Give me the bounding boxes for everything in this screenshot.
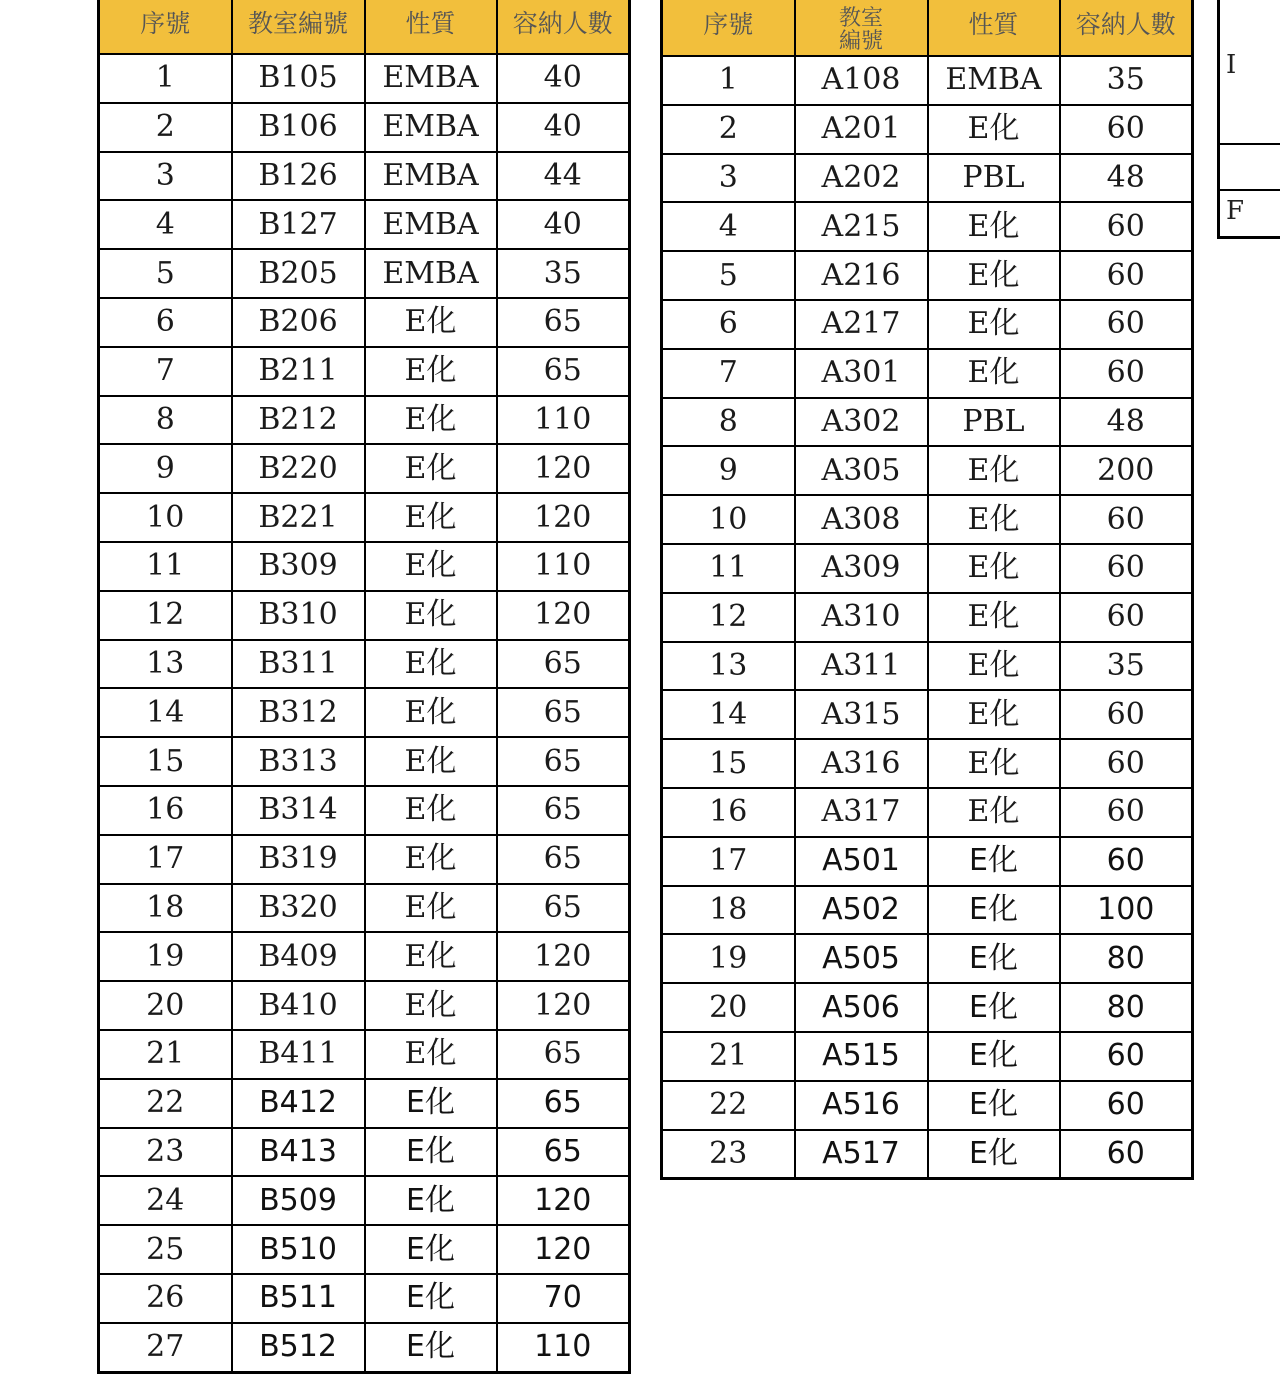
- cell-room-number: B312: [232, 688, 365, 737]
- header-room-number-text: 教室編號: [838, 5, 883, 54]
- cell-capacity: 40: [497, 54, 630, 103]
- cell-type: E化: [365, 932, 497, 981]
- table-row: [662, 495, 1193, 544]
- cell-type: E化: [365, 444, 497, 493]
- table-row: [99, 835, 630, 884]
- cell-type: E化: [928, 105, 1060, 154]
- cell-serial: 12: [662, 593, 795, 642]
- table-row: [99, 103, 630, 152]
- cell-capacity: 65: [497, 786, 630, 835]
- cell-room-number: B314: [232, 786, 365, 835]
- cell-serial: 2: [99, 103, 232, 152]
- cell-capacity: 60: [1060, 202, 1193, 251]
- header-type: 性質: [365, 0, 497, 54]
- cell-serial: 14: [662, 690, 795, 739]
- table-row: [99, 249, 630, 298]
- cell-type: E化: [365, 1128, 497, 1177]
- cell-serial: 22: [99, 1079, 232, 1128]
- cell-type: E化: [365, 835, 497, 884]
- cell-capacity: 65: [497, 1030, 630, 1079]
- cell-room-number: A317: [795, 788, 928, 837]
- table-row: [99, 640, 630, 689]
- cell-room-number: B206: [232, 298, 365, 347]
- header-serial: 序號: [662, 0, 795, 56]
- cell-room-number: B409: [232, 932, 365, 981]
- table-row: [99, 688, 630, 737]
- cell-room-number: A308: [795, 495, 928, 544]
- cell-room-number: A516: [795, 1081, 928, 1130]
- cell-room-number: B309: [232, 542, 365, 591]
- table-row: [99, 152, 630, 201]
- cell-serial: 9: [99, 444, 232, 493]
- cell-type: EMBA: [365, 152, 497, 201]
- cell-capacity: 110: [497, 1323, 630, 1372]
- cell-capacity: 60: [1060, 1032, 1193, 1081]
- cell-capacity: 40: [497, 200, 630, 249]
- cell-capacity: 65: [497, 737, 630, 786]
- cell-serial: 8: [99, 396, 232, 445]
- cell-type: E化: [928, 300, 1060, 349]
- cell-capacity: 60: [1060, 837, 1193, 886]
- table-row: [99, 200, 630, 249]
- cell-room-number: B510: [232, 1225, 365, 1274]
- cell-room-number: A302: [795, 398, 928, 447]
- table-row: [662, 983, 1193, 1032]
- cell-room-number: B512: [232, 1323, 365, 1372]
- cell-type: E化: [365, 396, 497, 445]
- cell-type: E化: [928, 886, 1060, 935]
- cell-room-number: A202: [795, 154, 928, 203]
- cell-capacity: 110: [497, 542, 630, 591]
- table-row: [662, 154, 1193, 203]
- cell-serial: 9: [662, 446, 795, 495]
- cell-room-number: B205: [232, 249, 365, 298]
- cell-capacity: 65: [497, 884, 630, 933]
- cell-type: E化: [365, 591, 497, 640]
- cell-capacity: 65: [497, 347, 630, 396]
- table-row: [99, 54, 630, 103]
- cell-capacity: 80: [1060, 983, 1193, 1032]
- cell-type: EMBA: [365, 200, 497, 249]
- cell-serial: 18: [662, 886, 795, 935]
- cell-serial: 7: [99, 347, 232, 396]
- table-row: [99, 298, 630, 347]
- cell-type: E化: [365, 1079, 497, 1128]
- cell-type: E化: [365, 1176, 497, 1225]
- table-divider: [1220, 143, 1280, 145]
- cell-type: E化: [928, 642, 1060, 691]
- cell-type: E化: [365, 347, 497, 396]
- table-row: [99, 737, 630, 786]
- table-row: [99, 1274, 630, 1323]
- cell-type: E化: [928, 1032, 1060, 1081]
- cell-capacity: 44: [497, 152, 630, 201]
- cell-capacity: 60: [1060, 739, 1193, 788]
- cell-capacity: 35: [497, 249, 630, 298]
- cell-type: E化: [365, 1030, 497, 1079]
- cell-room-number: A506: [795, 983, 928, 1032]
- cell-serial: 2: [662, 105, 795, 154]
- cell-capacity: 48: [1060, 154, 1193, 203]
- cell-type: E化: [365, 1274, 497, 1323]
- cell-serial: 25: [99, 1225, 232, 1274]
- cell-serial: 16: [662, 788, 795, 837]
- header-capacity: 容納人數: [1060, 0, 1193, 56]
- cell-type: E化: [365, 542, 497, 591]
- classroom-table-a: [660, 0, 1194, 1180]
- cell-serial: 3: [662, 154, 795, 203]
- cell-room-number: B412: [232, 1079, 365, 1128]
- cell-serial: 17: [99, 835, 232, 884]
- table-row: [662, 934, 1193, 983]
- table-divider: [1220, 189, 1280, 191]
- cell-capacity: 60: [1060, 251, 1193, 300]
- cell-type: E化: [928, 593, 1060, 642]
- table-row: [662, 105, 1193, 154]
- cell-serial: 23: [99, 1128, 232, 1177]
- table-row: [99, 591, 630, 640]
- cell-capacity: 120: [497, 444, 630, 493]
- table-row: [662, 398, 1193, 447]
- header-type: 性質: [928, 0, 1060, 56]
- cell-room-number: A505: [795, 934, 928, 983]
- table-row: [99, 1030, 630, 1079]
- partial-table-fragment: I: [1226, 50, 1237, 80]
- cell-serial: 6: [99, 298, 232, 347]
- classroom-table-b: [97, 0, 631, 1374]
- cell-serial: 4: [99, 200, 232, 249]
- table-row: [99, 347, 630, 396]
- cell-serial: 7: [662, 349, 795, 398]
- cell-room-number: B127: [232, 200, 365, 249]
- header-row: [99, 0, 630, 54]
- table-row: [662, 349, 1193, 398]
- cell-room-number: A305: [795, 446, 928, 495]
- cell-type: E化: [365, 1323, 497, 1372]
- cell-capacity: 35: [1060, 56, 1193, 105]
- cell-serial: 21: [99, 1030, 232, 1079]
- cell-serial: 10: [99, 493, 232, 542]
- cell-serial: 26: [99, 1274, 232, 1323]
- partial-table-cut-off: [1217, 0, 1280, 239]
- cell-type: E化: [928, 739, 1060, 788]
- cell-serial: 17: [662, 837, 795, 886]
- cell-serial: 6: [662, 300, 795, 349]
- cell-capacity: 65: [497, 1128, 630, 1177]
- cell-serial: 22: [662, 1081, 795, 1130]
- table-row: [99, 1176, 630, 1225]
- cell-capacity: 65: [497, 1079, 630, 1128]
- table-row: [662, 593, 1193, 642]
- table-row: [662, 544, 1193, 593]
- cell-serial: 5: [662, 251, 795, 300]
- cell-serial: 19: [662, 934, 795, 983]
- table-row: [99, 1079, 630, 1128]
- cell-serial: 24: [99, 1176, 232, 1225]
- cell-capacity: 48: [1060, 398, 1193, 447]
- cell-capacity: 200: [1060, 446, 1193, 495]
- cell-capacity: 65: [497, 640, 630, 689]
- cell-serial: 12: [99, 591, 232, 640]
- cell-room-number: A309: [795, 544, 928, 593]
- cell-capacity: 120: [497, 591, 630, 640]
- cell-capacity: 80: [1060, 934, 1193, 983]
- table-row: [99, 396, 630, 445]
- cell-serial: 13: [99, 640, 232, 689]
- cell-serial: 1: [99, 54, 232, 103]
- cell-capacity: 70: [497, 1274, 630, 1323]
- table-row: [662, 56, 1193, 105]
- cell-room-number: B126: [232, 152, 365, 201]
- cell-capacity: 60: [1060, 544, 1193, 593]
- cell-type: E化: [365, 493, 497, 542]
- cell-serial: 27: [99, 1323, 232, 1372]
- cell-room-number: B310: [232, 591, 365, 640]
- cell-room-number: B211: [232, 347, 365, 396]
- cell-capacity: 60: [1060, 349, 1193, 398]
- cell-room-number: B509: [232, 1176, 365, 1225]
- cell-capacity: 120: [497, 981, 630, 1030]
- cell-serial: 19: [99, 932, 232, 981]
- cell-room-number: A316: [795, 739, 928, 788]
- cell-room-number: B511: [232, 1274, 365, 1323]
- cell-serial: 13: [662, 642, 795, 691]
- table-row: [662, 690, 1193, 739]
- cell-room-number: B410: [232, 981, 365, 1030]
- cell-room-number: B411: [232, 1030, 365, 1079]
- cell-serial: 11: [662, 544, 795, 593]
- cell-type: E化: [365, 981, 497, 1030]
- cell-capacity: 65: [497, 835, 630, 884]
- cell-capacity: 60: [1060, 788, 1193, 837]
- cell-type: E化: [928, 1130, 1060, 1179]
- cell-type: E化: [928, 788, 1060, 837]
- cell-room-number: B311: [232, 640, 365, 689]
- cell-type: E化: [365, 884, 497, 933]
- cell-room-number: B221: [232, 493, 365, 542]
- cell-room-number: A201: [795, 105, 928, 154]
- cell-capacity: 120: [497, 493, 630, 542]
- table-row: [99, 1225, 630, 1274]
- table-row: [662, 788, 1193, 837]
- cell-type: PBL: [928, 154, 1060, 203]
- cell-serial: 15: [662, 739, 795, 788]
- cell-type: E化: [928, 495, 1060, 544]
- table-row: [662, 739, 1193, 788]
- cell-capacity: 35: [1060, 642, 1193, 691]
- cell-serial: 20: [99, 981, 232, 1030]
- cell-serial: 8: [662, 398, 795, 447]
- cell-room-number: B413: [232, 1128, 365, 1177]
- header-room-number: 教室編號: [232, 0, 365, 54]
- table-row: [662, 1032, 1193, 1081]
- cell-capacity: 60: [1060, 1081, 1193, 1130]
- table-row: [662, 251, 1193, 300]
- cell-type: E化: [928, 934, 1060, 983]
- table-row: [99, 786, 630, 835]
- cell-type: E化: [365, 298, 497, 347]
- cell-room-number: A311: [795, 642, 928, 691]
- cell-type: E化: [365, 737, 497, 786]
- cell-capacity: 120: [497, 932, 630, 981]
- cell-serial: 3: [99, 152, 232, 201]
- cell-capacity: 60: [1060, 593, 1193, 642]
- table-row: [662, 886, 1193, 935]
- cell-type: E化: [928, 983, 1060, 1032]
- cell-type: E化: [928, 837, 1060, 886]
- cell-room-number: A108: [795, 56, 928, 105]
- cell-room-number: A217: [795, 300, 928, 349]
- cell-serial: 4: [662, 202, 795, 251]
- table-row: [99, 493, 630, 542]
- table-row: [99, 932, 630, 981]
- cell-type: EMBA: [928, 56, 1060, 105]
- cell-room-number: B106: [232, 103, 365, 152]
- cell-type: E化: [928, 202, 1060, 251]
- cell-room-number: A310: [795, 593, 928, 642]
- cell-capacity: 40: [497, 103, 630, 152]
- header-capacity: 容納人數: [497, 0, 630, 54]
- cell-room-number: A216: [795, 251, 928, 300]
- header-serial: 序號: [99, 0, 232, 54]
- cell-room-number: B319: [232, 835, 365, 884]
- cell-capacity: 120: [497, 1176, 630, 1225]
- cell-type: E化: [928, 1081, 1060, 1130]
- cell-serial: 14: [99, 688, 232, 737]
- cell-serial: 1: [662, 56, 795, 105]
- cell-serial: 16: [99, 786, 232, 835]
- cell-room-number: B313: [232, 737, 365, 786]
- cell-room-number: A315: [795, 690, 928, 739]
- cell-type: E化: [365, 1225, 497, 1274]
- cell-type: PBL: [928, 398, 1060, 447]
- table-row: [662, 642, 1193, 691]
- cell-serial: 18: [99, 884, 232, 933]
- cell-room-number: B212: [232, 396, 365, 445]
- cell-capacity: 110: [497, 396, 630, 445]
- partial-table-fragment: F: [1226, 196, 1245, 226]
- cell-serial: 11: [99, 542, 232, 591]
- cell-type: E化: [928, 349, 1060, 398]
- cell-room-number: A517: [795, 1130, 928, 1179]
- table-row: [99, 1128, 630, 1177]
- table-row: [662, 837, 1193, 886]
- cell-capacity: 60: [1060, 495, 1193, 544]
- table-row: [99, 884, 630, 933]
- cell-room-number: A502: [795, 886, 928, 935]
- cell-room-number: B105: [232, 54, 365, 103]
- cell-room-number: B320: [232, 884, 365, 933]
- cell-room-number: A515: [795, 1032, 928, 1081]
- cell-type: E化: [365, 786, 497, 835]
- cell-serial: 15: [99, 737, 232, 786]
- cell-capacity: 60: [1060, 690, 1193, 739]
- cell-type: E化: [928, 544, 1060, 593]
- cell-type: EMBA: [365, 249, 497, 298]
- cell-serial: 23: [662, 1130, 795, 1179]
- table-row: [99, 542, 630, 591]
- cell-serial: 10: [662, 495, 795, 544]
- cell-capacity: 65: [497, 298, 630, 347]
- table-row: [662, 1130, 1193, 1179]
- cell-capacity: 60: [1060, 1130, 1193, 1179]
- cell-capacity: 120: [497, 1225, 630, 1274]
- cell-serial: 20: [662, 983, 795, 1032]
- table-row: [99, 981, 630, 1030]
- cell-room-number: B220: [232, 444, 365, 493]
- cell-type: E化: [928, 251, 1060, 300]
- cell-type: E化: [928, 690, 1060, 739]
- cell-capacity: 60: [1060, 105, 1193, 154]
- cell-capacity: 65: [497, 688, 630, 737]
- cell-capacity: 60: [1060, 300, 1193, 349]
- cell-type: E化: [365, 640, 497, 689]
- cell-serial: 5: [99, 249, 232, 298]
- table-row: [99, 1323, 630, 1372]
- header-room-number: [795, 0, 928, 56]
- cell-capacity: 100: [1060, 886, 1193, 935]
- cell-type: E化: [928, 446, 1060, 495]
- cell-room-number: A215: [795, 202, 928, 251]
- cell-serial: 21: [662, 1032, 795, 1081]
- table-row: [662, 202, 1193, 251]
- header-row: [662, 0, 1193, 56]
- cell-type: EMBA: [365, 54, 497, 103]
- cell-room-number: A301: [795, 349, 928, 398]
- cell-room-number: A501: [795, 837, 928, 886]
- cell-type: E化: [365, 688, 497, 737]
- table-row: [662, 300, 1193, 349]
- table-row: [662, 446, 1193, 495]
- table-row: [662, 1081, 1193, 1130]
- table-row: [99, 444, 630, 493]
- cell-type: EMBA: [365, 103, 497, 152]
